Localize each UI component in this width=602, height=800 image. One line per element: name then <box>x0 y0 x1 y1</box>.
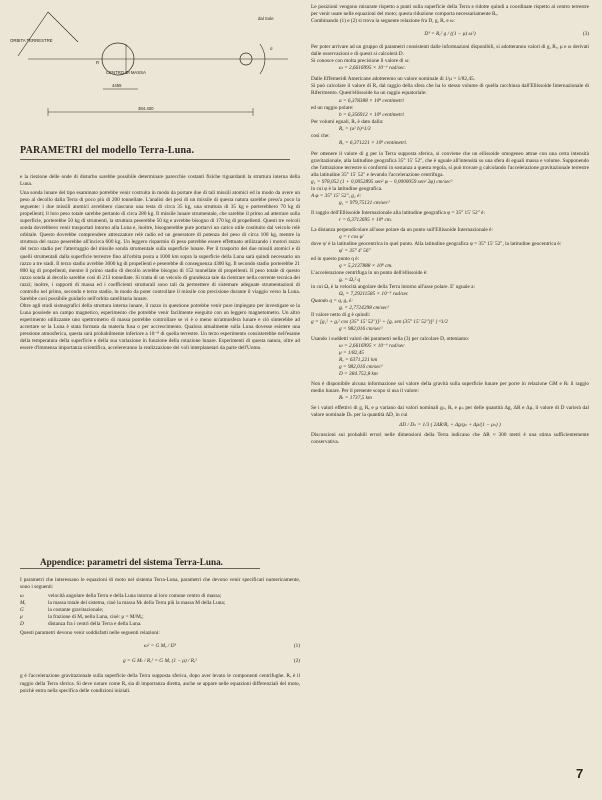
paragraph: Dalle Effemeridi Americane adotteremo un valore nominale di 1/μ = 1/82,45. <box>311 76 475 83</box>
value-line: Rₑ = 6371,221 km <box>339 357 378 364</box>
formula-line: q = 5,2137888 × 10⁸ cm. <box>339 262 393 269</box>
formula-line: g₁ = 978,052 (1 + 0,0052895 sen² φ − 0,0000059 sen² 2φ) cm/sec² <box>311 179 453 186</box>
value-line: ω = 2,6616995 × 10⁻⁶ rad/sec <box>339 343 405 350</box>
earth-moon-diagram <box>8 4 302 134</box>
definition-symbol: G <box>20 607 24 614</box>
definition-text: la costante gravitazionale; <box>48 607 104 614</box>
paragraph: Se i valori effettivi di g, Rₑ e μ variano dai valori nominali gₙ, Rₑ e μₙ per delle quantità Δg, ΔR e Δμ, il valore di D varierà dal valore nominale Dₙ per la quantità ΔD, in cui <box>311 405 589 419</box>
page-number: 7 <box>576 766 584 781</box>
formula-line: Rₑ = (a² b)^1/3 <box>339 125 371 132</box>
values-list <box>311 343 589 378</box>
equation-2 <box>20 658 300 665</box>
formula-line: ω = 2,6616995 × 10⁻⁶ rad/sec. <box>339 65 406 72</box>
paragraph: Questi parametri devono venir soddisfatti nelle seguenti relazioni: <box>20 630 160 637</box>
formula-line: gₑ = Ωₑ² q <box>339 276 361 283</box>
paragraph: La distanza perpendicolare all'asse polare da un punto sull'Ellissoide Internazionale è: <box>311 227 493 234</box>
label-dist-big: 384.400 <box>138 106 154 111</box>
paragraph: dove φ′ è la latitudine geocentrica in quel punto. Alla latitudine geografica φ = 35° 15′ 52″, la latitudine geocentrica è: <box>311 241 562 248</box>
label-from-sun: dal Sole <box>258 16 274 21</box>
paragraph: ed un raggio polare: <box>311 104 354 111</box>
paragraph: Oltre agli studi sismografici della struttura interna lunare, il razzo in questione potrebbe venir pure impiegato per investigare se la Luna possiede un campo magnetico, esperimento che potrebbe venir facilmente eseguito con un leggero magnetometro. Un altro esperimento utilizzante uno spettrometro di massa potrebbe controllare se vi è o meno un'atmosfera lunare e ciò sinterebbe ad accertare se la Luna è stata formata da materia fusa o per accrescimento. Qualora attualmente sulla Luna dovesse esistere una pressione atmosferica, questa sarà probabilmente inferiore a 10⁻⁸ di quella terrestre. Un terzo esperimento consisterebbe nell'esame della temperatura della superficie e della sua variazione in funzione della rotazione lunare. Esperimenti di questa natura, oltre ad essere d'immensa importanza scientifica, accelereranno la realizzazione dei voli interplanetari da parte dell'Uomo. <box>20 302 300 352</box>
paragraph: g è l'accelerazione gravitazionale sulla superficie della Terra supposta sferica, dopo aver levato le componenti centrifughe. Rₑ è il raggio della Terra sferica. Si deve notare come Rₑ sia di importanza diretta, anche se appare nelle equazioni differenziali del moto, poichè entra nella specifica delle condizioni iniziali. <box>20 673 300 694</box>
formula-line: gₑ = 2,7724298 cm/sec² <box>339 304 390 311</box>
definition-symbol: D <box>20 621 24 628</box>
paragraph: Le posizioni vengono misurate rispetto a punti sulla superficie della Terra e ridotte quindi a coordinate rispetto al centro terrestre per venir usate nelle equazioni del moto; questa riduzione comporta necessariamente Rₑ. <box>311 4 589 18</box>
appendix-title <box>40 559 260 569</box>
definition-list <box>20 593 300 628</box>
formula-line: Rₑ = 6,371221 × 10⁸ centimetri. <box>339 139 408 146</box>
paragraph: L'accelerazione centrifuga in un punto dell'ellissoide è: <box>311 269 428 276</box>
formula-line: φ′ = 35° 4′ 56″ <box>339 248 371 255</box>
formula-line: ΔD / Dₙ = 1/3 ( 2ΔR/Rₑ + Δg/gₙ + Δμ/(1 − μₙ) ) <box>399 421 501 428</box>
paragraph: e la riezione delle onde di disturbo sarebbe possibile determinare parecchie costanti fisiche riguardanti la struttura interna della Luna. <box>20 174 300 188</box>
paragraph: Si può calcolare il valore di Rₑ dal raggio della sfera che ha lo stesso volume di quella racchiusa dall'Ellissoide Internazionale di Riferimento. Quest'ellissoide ha un raggio equatoriale: <box>311 83 589 97</box>
definition-text: la frazione di Mₑ nella Luna, cioè: μ = M/Mₑ; <box>48 614 144 621</box>
definition-symbol: Mₑ <box>20 600 26 607</box>
formula-line: A φ = 35° 15′ 52″, g₁ è: <box>311 193 362 200</box>
section-title <box>20 145 290 160</box>
label-center-mass: CENTRO DI MASSA <box>106 70 146 75</box>
paragraph: Discussioni sui probabili errori nelle dimensioni della Terra indicano che ΔR ≈ 300 metri è una stima sufficientemente conservativa. <box>311 431 589 445</box>
paragraph: Usando i suddetti valori dei parametri nella (3) per calcolare D, otteniamo: <box>311 336 470 343</box>
orbit-arc <box>18 12 48 56</box>
formula-line: b = 6,356912 × 10⁸ centimetri <box>339 111 404 118</box>
equation-3-text: D³ = Rₑ² g / ((1 − μ) ω²) <box>424 31 476 38</box>
formula-line: Quando q = q, gₑ è: <box>311 297 354 304</box>
definition-text: distanza fra i centri della Terra e della Luna. <box>48 621 142 628</box>
formula-line: a = 6,378388 × 10⁸ centimetri <box>339 97 404 104</box>
formula-line: g₁ = 979,75131 cm/sec² <box>339 200 390 207</box>
paragraph: Una sonda lunare del tipo esaminato potrebbe venir costruita in modo da portare due di tali missili atomici ed in modo da avere un peso al decollo dalla Terra di poco più di 200 tonnellate. L'analisi dei pesi di un missile di questa natura sarebbe press'a poco la seguente: i due missili atomici avrebbero ciascuno una testa di circa 35 kg, una struttura di 35 kg e porterebbero 70 kg di propellenti; il loro peso totale sarebbe pertanto di circa 280 kg. Il missile lunare strumentale, che sarebbe il primo ad atterrare sulla superficie, porterebbe 50 kg di strumenti, la struttura peserebbe 50 kg e avrebbe bisogno di 170 kg di propellenti. Questi tre veicoli sonda dovrebbero venir trasportati intorno alla Luna e, inoltre, bisognerebbe pure portarvi un carico utile costituito dal veicolo relè orbitale. Questo dovrebbe comprendere attrezzature relè radio ed un generatore di potenza del peso di circa 100 kg, mentre la struttura del razzo peserebbe all'incirca 600 kg. Un leggero risparmio di peso potrebbe essere effettuato utilizzando i motori razzo del terzo stadio per l'atterraggio del missile sonda strumentale sulla superficie lunare. Per il trasporto dei due missili atomici e di quelli strumentali dalla superficie terrestre fino all'orbita posta a 1000 km sopra la superficie della Luna sarà quindi necessario un razzo a tre stadi. Il terzo stadio avrebbe 3000 kg di propellenti e peserebbe di conseguenza 4300 kg. Il secondo stadio porterebbe 21 800 kg di propellenti, mentre il primo stadio di decollo avrebbe bisogno di 152 tonnellate di propellenti. Il peso totale di questo razzo sonda al decollo sarebbe così di 213 tonnellate. Si tratta di un veicolo di grandezza tale da rientrare nella corrente tecnica dei razzi; inoltre, i rapporti di massa ed i coefficienti strutturali sono tali da permettere di sistemare adeguate strumentazioni di controllo nel primo, secondo e terzo stadio, in modo da poter controllare il missile con precisione durante il viaggio verso la Luna. Sarebbe così possibile guidarlo nell'orbita satellitaria lunare. <box>20 190 300 302</box>
equation-1-number: (1) <box>293 643 300 650</box>
label-dist-small: 4455 <box>112 83 122 88</box>
appendix-rule <box>20 568 260 569</box>
definition-symbol: μ <box>20 614 23 621</box>
formula-line: Ωₑ = 7,29211585 × 10⁻⁵ rad/sec <box>339 290 409 297</box>
label-sigma: σ <box>270 46 273 51</box>
label-r: R <box>96 60 100 65</box>
paragraph: I parametri che interessano le equazioni di moto nel sistema Terra-Luna, parametri che devono venir specificati numericamente, sono i seguenti: <box>20 577 300 591</box>
paragraph: Il raggio dell'Ellissoide Internazionale alla latitudine geografica φ = 35° 15′ 52″ è: <box>311 210 485 217</box>
definition-item <box>20 593 300 600</box>
appendix-title-text: Appendice: parametri del sistema Terra-Luna. <box>40 557 223 567</box>
paragraph: in cui Ωₑ è la velocità angolare della Terra intorno all'asse polare. E' uguale a: <box>311 283 475 290</box>
equation-3-number: (3) <box>582 31 589 38</box>
paragraph: Non è disponibile alcuna informazione sul valore della gravità sulla superficie lunare per porre in relazione GM e Rₗ il raggio medio lunare. Per il presente scopo si usa il valore: <box>311 381 589 395</box>
formula-line: r = 6,3712695 × 10⁸ cm. <box>339 217 392 224</box>
equation-2-text: g = G Mₜ / Rₑ² = G Mₑ (1 − μ) / Rₑ² <box>123 658 197 665</box>
paragraph: Il valore netto di g è quindi: <box>311 311 371 318</box>
definition-text: la massa totale del sistema, cioè la massa Mₜ della Terra più la massa M della Luna; <box>48 600 226 607</box>
formula-line: Rₗ = 1737,5 km <box>339 395 372 402</box>
paragraph: in cui φ è la latitudine geografica. <box>311 186 383 193</box>
section-title-text: PARAMETRI del modello Terra-Luna. <box>20 145 195 156</box>
equation-2-number: (2) <box>293 658 300 665</box>
paragraph: Per ottenere il valore di g per la Terra supposta sferica, si conviene che un ellissoide omogeneo attrae con una certa intensità gravitazionale, alla latitudine geografica 35° 15′ 52″, che è uguale all'intensità su una sfera di eguali massa e volume. Supponendo che l'attrazione terrestre si conformi in sostanza a questa regola, si può trovare g calcolando l'accelerazione gravitazionale terrestre alla latitudine 35° 15′ 52″ e levando l'accelerazione centrifuga. <box>311 150 589 178</box>
value-line: g = 982,016 cm/sec² <box>339 364 383 371</box>
equation-3 <box>311 31 589 38</box>
formula-line: g = 982,016 cm/sec² <box>339 325 383 332</box>
value-line: D = 384.752,8 km <box>339 371 378 378</box>
equation-1 <box>20 643 300 650</box>
definition-symbol: ω <box>20 593 24 600</box>
equation-1-text: ω² = G Mₑ / D³ <box>143 643 177 650</box>
formula-line: q = r cos φ′ <box>339 234 364 241</box>
value-line: μ = 1/82,45 <box>339 350 364 357</box>
paragraph: Combinando (1) e (2) si trova la seguente relazione fra D, g, Rₑ e ω: <box>311 18 455 25</box>
formula-line: g = [g₁² + gₑ² cos (35° 15′ 52″)]² + [gₑ sen (35° 15′ 52″)]² } ^1/2 <box>311 318 448 325</box>
definition-item <box>20 600 300 607</box>
definition-text: velocità angolare della Terra e della Luna intorno al loro comune centro di massa; <box>48 593 222 600</box>
paragraph: Per volumi eguali, Rₑ è dato dalla: <box>311 118 384 125</box>
definition-item <box>20 621 300 628</box>
paragraph: ed in questo punto q è: <box>311 255 360 262</box>
paragraph: così che: <box>311 132 330 139</box>
label-earth-orbit: ORBITA TERRESTRE <box>10 38 53 43</box>
paragraph: Si conosce con molta precisione il valore di ω: <box>311 58 410 65</box>
paragraph: Per poter arrivare ad un gruppo di parametri consistenti dalle informazioni disponibili, si adotteranno valori di g, Rₑ, μ e ω derivati dalle osservazioni e di questi si calcolerà D. <box>311 44 589 58</box>
title-rule <box>20 159 290 160</box>
